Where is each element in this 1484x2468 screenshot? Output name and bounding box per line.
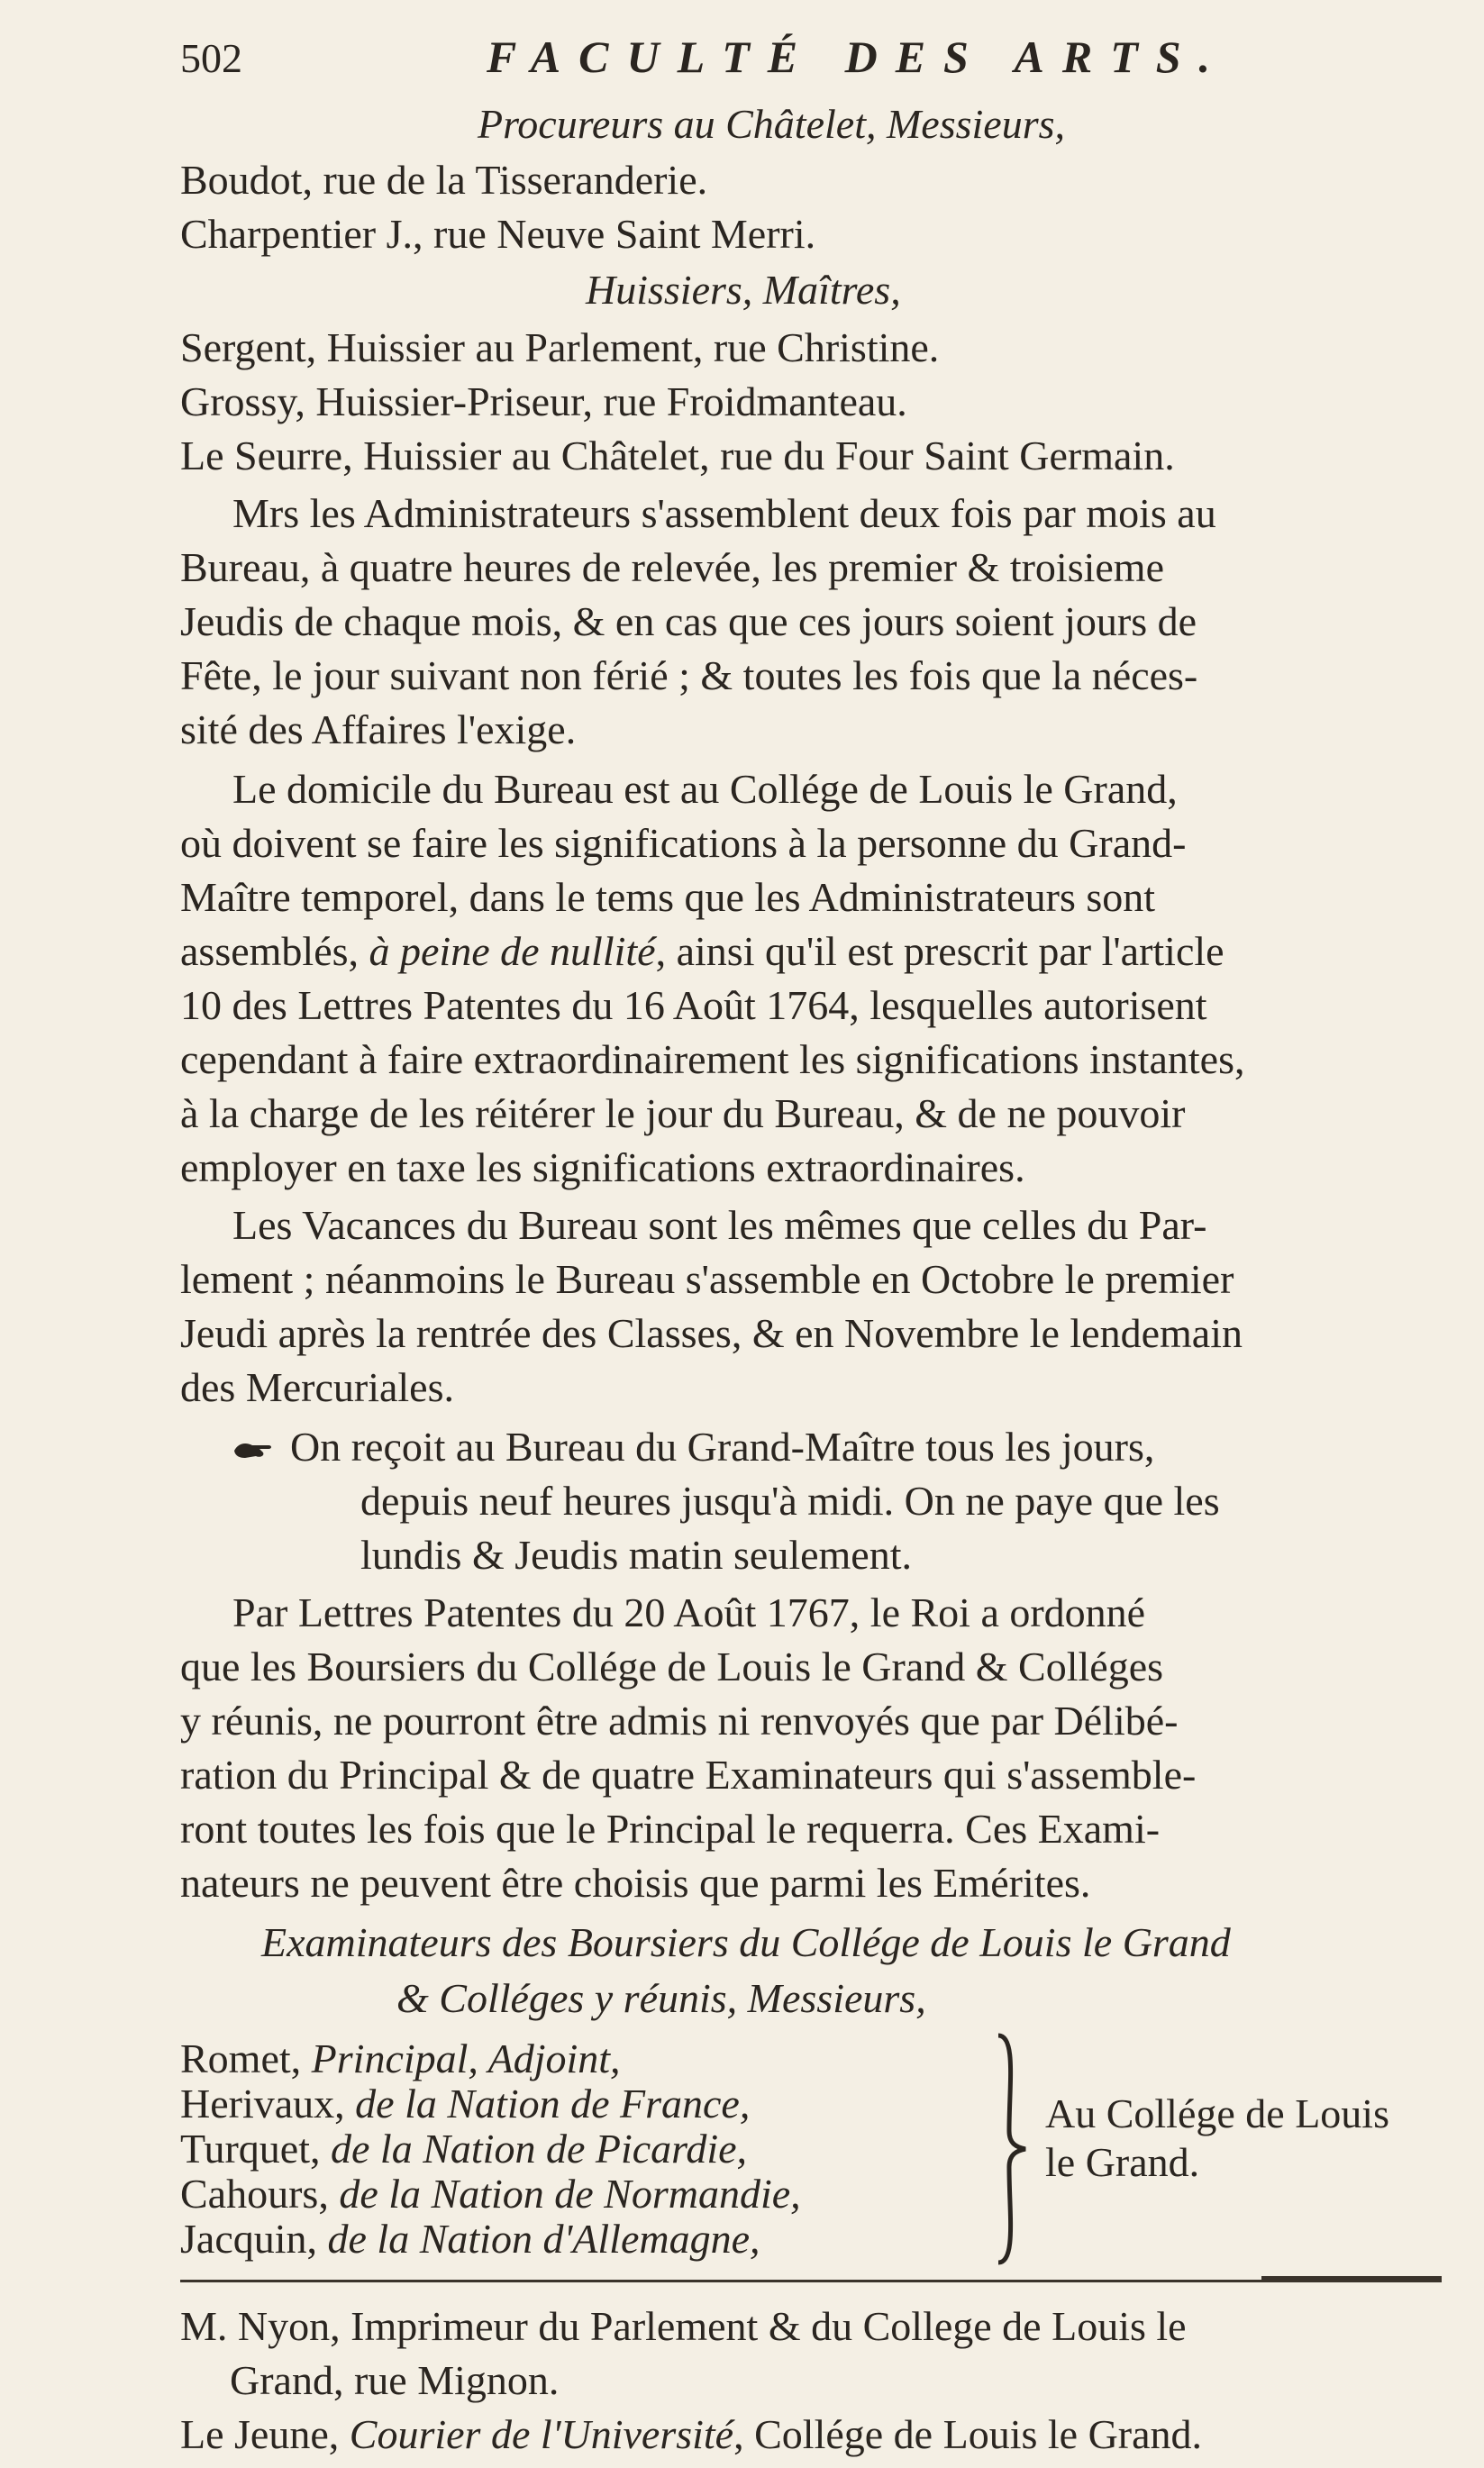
section-heading-procureurs: Procureurs au Châtelet, Messieurs, (478, 101, 1066, 147)
examiner-entry: Romet, Principal, Adjoint, (180, 2035, 621, 2081)
examiner-entry: Herivaux, de la Nation de France, (180, 2081, 751, 2126)
notice-line: lundis & Jeudis matin seulement. (360, 1532, 912, 1578)
paragraph-line: lement ; néanmoins le Bureau s'assemble en Octobre le premier (180, 1256, 1234, 1302)
paragraph-line: ront toutes les fois que le Principal le requerra. Ces Exami- (180, 1806, 1161, 1852)
entry-line: Boudot, rue de la Tisseranderie. (180, 157, 708, 203)
entry-line: Le Jeune, Courier de l'Université, Collége de Louis le Grand. (180, 2411, 1203, 2457)
entry-line: Sergent, Huissier au Parlement, rue Christine. (180, 324, 940, 370)
paragraph-line: Fête, le jour suivant non férié ; & toutes les fois que la néces- (180, 652, 1198, 698)
examiner-entry: Cahours, de la Nation de Normandie, (180, 2171, 801, 2217)
paragraph-line: à la charge de les réitérer le jour du Bureau, & de ne pouvoir (180, 1090, 1186, 1136)
paragraph-line: Bureau, à quatre heures de relevée, les premier & troisieme (180, 544, 1165, 590)
entry-line: Grand, rue Mignon. (230, 2357, 560, 2403)
page-number: 502 (180, 35, 242, 81)
entry-line: Grossy, Huissier-Priseur, rue Froidmanteau. (180, 378, 907, 424)
paragraph-line: où doivent se faire les significations à la personne du Grand- (180, 820, 1187, 866)
notice-line (232, 1420, 1154, 1474)
paragraph-line: Jeudis de chaque mois, & en cas que ces jours soient jours de (180, 598, 1197, 644)
entry-line: M. Nyon, Imprimeur du Parlement & du College de Louis le (180, 2303, 1187, 2349)
section-heading-examinateurs: & Colléges y réunis, Messieurs, (396, 1975, 926, 2021)
examiner-entry: Turquet, de la Nation de Picardie, (180, 2126, 748, 2172)
paragraph-line: que les Boursiers du Collége de Louis le Grand & Colléges (180, 1644, 1164, 1689)
paragraph-line: Par Lettres Patentes du 20 Août 1767, le Roi a ordonné (232, 1589, 1146, 1635)
paragraph-line: 10 des Lettres Patentes du 16 Août 1764, lesquelles autorisent (180, 982, 1207, 1028)
examiner-entry: Jacquin, de la Nation d'Allemagne, (180, 2216, 760, 2262)
paragraph-line: sité des Affaires l'exige. (180, 706, 577, 752)
brace-target: Au Collége de Louis (1045, 2090, 1389, 2136)
paragraph-line: ration du Principal & de quatre Examinateurs qui s'assemble- (180, 1752, 1197, 1798)
paragraph-line: nateurs ne peuvent être choisis que parmi les Emérites. (180, 1860, 1091, 1906)
divider-rule (180, 2280, 1442, 2282)
section-heading-huissiers: Huissiers, Maîtres, (586, 267, 901, 313)
brace-target: le Grand. (1045, 2139, 1200, 2185)
notice-text: On reçoit au Bureau du Grand-Maître tous les jours, (290, 1424, 1155, 1470)
paragraph-line: Jeudi après la rentrée des Classes, & en Novembre le lendemain (180, 1310, 1243, 1356)
paragraph-line: Les Vacances du Bureau sont les mêmes que celles du Par- (232, 1202, 1207, 1248)
entry-line: Charpentier J., rue Neuve Saint Merri. (180, 211, 816, 257)
divider-rule-thick (1261, 2276, 1442, 2281)
notice-line: depuis neuf heures jusqu'à midi. On ne paye que les (360, 1478, 1220, 1524)
entry-line: Le Seurre, Huissier au Châtelet, rue du Four Saint Germain. (180, 433, 1175, 478)
paragraph-line: assemblés, à peine de nullité, ainsi qu'il est prescrit par l'article (180, 928, 1225, 974)
paragraph-line: employer en taxe les significations extraordinaires. (180, 1144, 1025, 1190)
paragraph-line: Le domicile du Bureau est au Collége de Louis le Grand, (232, 766, 1178, 812)
paragraph-line: y réunis, ne pourront être admis ni renvoyés que par Délibé- (180, 1698, 1179, 1744)
section-heading-examinateurs: Examinateurs des Boursiers du Collége de Louis le Grand (261, 1919, 1231, 1965)
pointing-hand-icon (232, 1438, 274, 1463)
running-header (180, 34, 1442, 88)
brace-icon (989, 2032, 1034, 2266)
paragraph-line: Maître temporel, dans le tems que les Administrateurs sont (180, 874, 1156, 920)
paragraph-line: Mrs les Administrateurs s'assemblent deux fois par mois au (232, 490, 1216, 536)
running-title: FACULTÉ DES ARTS. (487, 32, 1229, 82)
paragraph-line: cependant à faire extraordinairement les significations instantes, (180, 1036, 1245, 1082)
paragraph-line: des Mercuriales. (180, 1364, 454, 1410)
